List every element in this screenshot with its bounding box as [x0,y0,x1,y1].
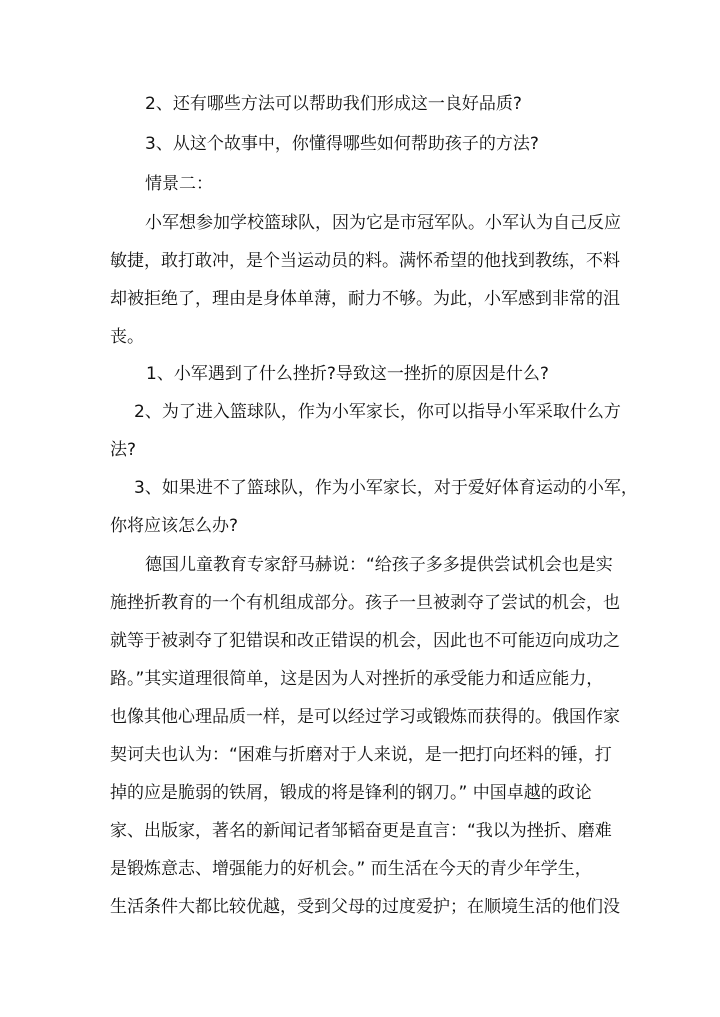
text-line: 掉的应是脆弱的铁屑，锻成的将是锋利的钢刀。” 中国卓越的政论 [110,783,592,803]
text-line: 2、为了进入篮球队，作为小军家长，你可以指导小军采取什么方 [134,402,621,422]
text-line: 德国儿童教育专家舒马赫说：“给孩子多多提供尝试机会也是实 [145,555,613,575]
text-line: 契诃夫也认为：“困难与折磨对于人来说，是一把打向坯料的锤，打 [110,745,612,765]
text-line: 却被拒绝了，理由是身体单薄，耐力不够。为此，小军感到非常的沮 [110,289,620,309]
text-line: 施挫折教育的一个有机组成部分。孩子一旦被剥夺了尝试的机会，也 [110,593,620,613]
text-line: 1、小军遇到了什么挫折?导致这一挫折的原因是什么? [146,364,549,384]
text-line: 家、出版家，著名的新闻记者邹韬奋更是直言：“我以为挫折、磨难 [110,821,612,841]
text-line: 情景二： [145,174,213,194]
text-line: 敏捷，敢打敢冲，是个当运动员的料。满怀希望的他找到教练，不料 [110,251,620,271]
text-line: 3、如果进不了篮球队，作为小军家长，对于爱好体育运动的小军， [134,478,638,498]
text-line: 法? [110,440,137,460]
text-line: 是锻炼意志、增强能力的好机会。” 而生活在今天的青少年学生， [110,859,592,879]
text-line: 你将应该怎么办? [110,516,239,536]
text-line: 生活条件大都比较优越，受到父母的过度爱护；在顺境生活的他们没 [110,897,620,917]
text-line: 3、从这个故事中，你懂得哪些如何帮助孩子的方法? [145,134,539,154]
text-line: 就等于被剥夺了犯错误和改正错误的机会，因此也不可能迈向成功之 [110,631,620,651]
text-line: 2、还有哪些方法可以帮助我们形成这一良好品质? [145,94,522,114]
text-line: 也像其他心理品质一样，是可以经过学习或锻炼而获得的。俄国作家 [110,707,620,727]
text-line: 小军想参加学校篮球队，因为它是市冠军队。小军认为自己反应 [145,213,621,233]
text-line: 路。”其实道理很简单，这是因为人对挫折的承受能力和适应能力， [110,669,604,689]
text-line: 丧。 [110,327,144,347]
